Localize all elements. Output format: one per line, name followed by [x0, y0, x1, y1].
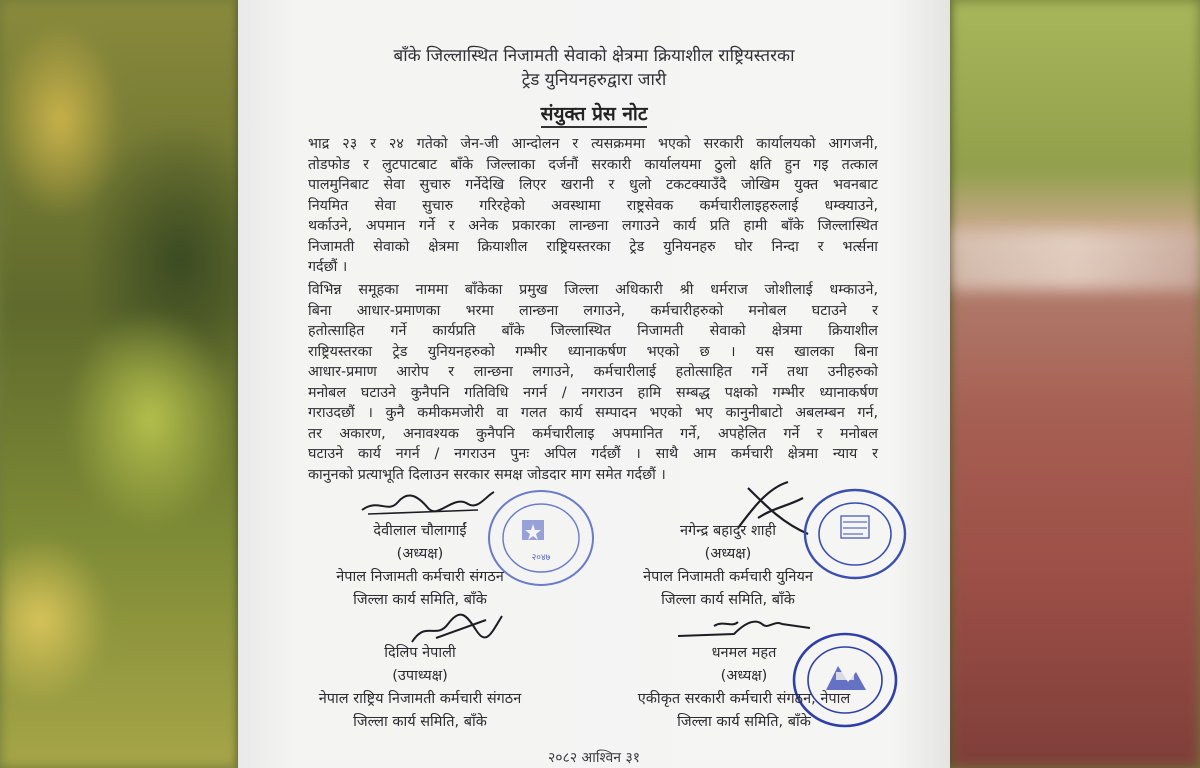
press-note-paper	[238, 0, 950, 768]
signatory-role: (अध्यक्ष)	[396, 546, 444, 562]
heading-line-1: बाँके जिल्लास्थित निजामती सेवाको क्षेत्रमा क्रियाशील राष्ट्रियस्तरका	[393, 46, 795, 66]
paragraph-2-line: आधार-प्रमाण आरोप र लान्छना लगाउने, कर्मचारीलाई हतोत्साहित गर्ने तथा उनीहरुको	[308, 364, 878, 380]
heading-line-2: ट्रेड युनियनहरुद्वारा जारी	[521, 70, 667, 90]
signatory-name: धनमल महत	[711, 645, 777, 661]
title-text: संयुक्त प्रेस नोट	[541, 103, 648, 128]
signatory-3	[300, 642, 540, 734]
signatory-committee: जिल्ला कार्य समिति, बाँके	[353, 714, 487, 730]
paragraph-2-line: हतोत्साहित गर्ने कार्यप्रति बाँके जिल्लास्थित निजामती सेवाको क्षेत्रमा क्रियाशील	[308, 323, 878, 339]
background-left	[0, 0, 240, 768]
paragraph-2-line: बिना आधार-प्रमाणका भरमा लान्छना लगाउने, कर्मचारीहरुको मनोबल घटाउने र	[308, 302, 878, 319]
signatory-org: नेपाल निजामती कर्मचारी संगठन	[336, 569, 504, 585]
paragraph-1-line: तोडफोड र लुटपाटबाट बाँके जिल्लाका दर्जनौं सरकारी कार्यालयमा ठुलो क्षति हुन गइ तत्काल	[308, 156, 878, 173]
background-right	[950, 0, 1200, 768]
stamp-1-year: २०४७	[531, 553, 551, 563]
signatory-committee: जिल्ला कार्य समिति, बाँके	[353, 592, 487, 608]
signature-1-icon	[358, 488, 498, 522]
paragraph-2-line: घटाउने कार्य नगर्न / नगराउन पुनः अपिल गर्दछौं । साथै आम कर्मचारी क्षेत्रमा न्याय र	[308, 446, 878, 462]
signatory-name: नगेन्द्र बहादुर शाही	[679, 523, 777, 539]
paragraph-2-line: राष्ट्रियस्तरका ट्रेड युनियनहरुको गम्भीर ध्यानाकर्षण भएको छ । यस खालका बिना	[308, 343, 878, 360]
signatory-org: नेपाल निजामती कर्मचारी युनियन	[643, 569, 813, 585]
paragraph-2-line: कानुनको प्रत्याभूति दिलाउन सरकार समक्ष जोडदार माग समेत गर्दछौं ।	[308, 466, 666, 483]
paragraph-1-line: पालमुनिबाट सेवा सुचारु गर्नेदेखि लिएर खरानी र धुलो टकटक्याउँदै जोखिम युक्त भवनबाट	[308, 177, 878, 193]
paragraph-1-line: निजामती सेवाको क्षेत्रमा क्रियाशील राष्ट्रियस्तरका ट्रेड युनियनहरु घोर निन्दा र भर्त्सना	[308, 238, 878, 255]
signatory-committee: जिल्ला कार्य समिति, बाँके	[661, 592, 795, 608]
signatory-role: (अध्यक्ष)	[720, 668, 768, 684]
paragraph-2	[308, 280, 878, 485]
paragraph-1-line: गर्दछौं ।	[308, 259, 348, 275]
paragraph-1-line: थर्काउने, अपमान गर्ने र अनेक प्रकारका लान्छना लगाउने कार्य प्रति हामी बाँके जिल्लास्थित	[308, 218, 878, 234]
paragraph-2-line: मनोबल घटाउने कुनैपनि गतिविधि नगर्न / नगराउन हामि सम्बद्ध पक्षको गम्भीर ध्यानाकर्षण	[308, 384, 878, 401]
paragraph-2-line: तर अकारण, अनावश्यक कुनैपनि कर्मचारीलाइ अपमानित गर्ने, अपहेलित गर्ने र मनोबल	[308, 425, 878, 442]
paragraph-2-line: विभिन्न समूहका नाममा बाँकेका प्रमुख जिल्ला अधिकारी श्री धर्मराज जोशीलाई धम्काउने,	[308, 282, 878, 298]
paragraph-1	[308, 134, 878, 278]
document-date: २०८२ आश्विन ३१	[547, 750, 641, 766]
signatory-committee: जिल्ला कार्य समिति, बाँके	[677, 714, 811, 730]
signatory-name: दिलिप नेपाली	[384, 645, 456, 661]
signatory-role: (अध्यक्ष)	[704, 546, 752, 562]
document-heading	[238, 44, 950, 92]
document-title	[238, 100, 950, 126]
paragraph-1-line: नियमित सेवा सुचारु गरिरहेको अवस्थामा राष्ट्रसेवक कर्मचारीलाइहरुलाई धम्क्याउने,	[308, 197, 878, 214]
signatory-2	[608, 520, 848, 612]
paragraph-1-line: भाद्र २३ र २४ गतेको जेन-जी आन्दोलन र त्यसक्रममा भएको सरकारी कार्यालयको आगजनी,	[308, 136, 878, 152]
signatory-org: एकीकृत सरकारी कर्मचारी संगठन, नेपाल	[637, 691, 851, 707]
background-right-strip	[950, 230, 1200, 290]
signatory-org: नेपाल राष्ट्रिय निजामती कर्मचारी संगठन	[318, 691, 522, 707]
signatory-name: देवीलाल चौलागाईं	[373, 523, 467, 539]
signatory-role: (उपाध्यक्ष)	[392, 668, 448, 684]
signatory-4	[624, 642, 864, 734]
paragraph-2-line: गराउदछौं । कुनै कमीकमजोरी वा गलत कार्य सम्पादन भएको भए कानुनीबाटो अबलम्बन गर्न,	[308, 405, 878, 421]
signatory-1	[300, 520, 540, 612]
